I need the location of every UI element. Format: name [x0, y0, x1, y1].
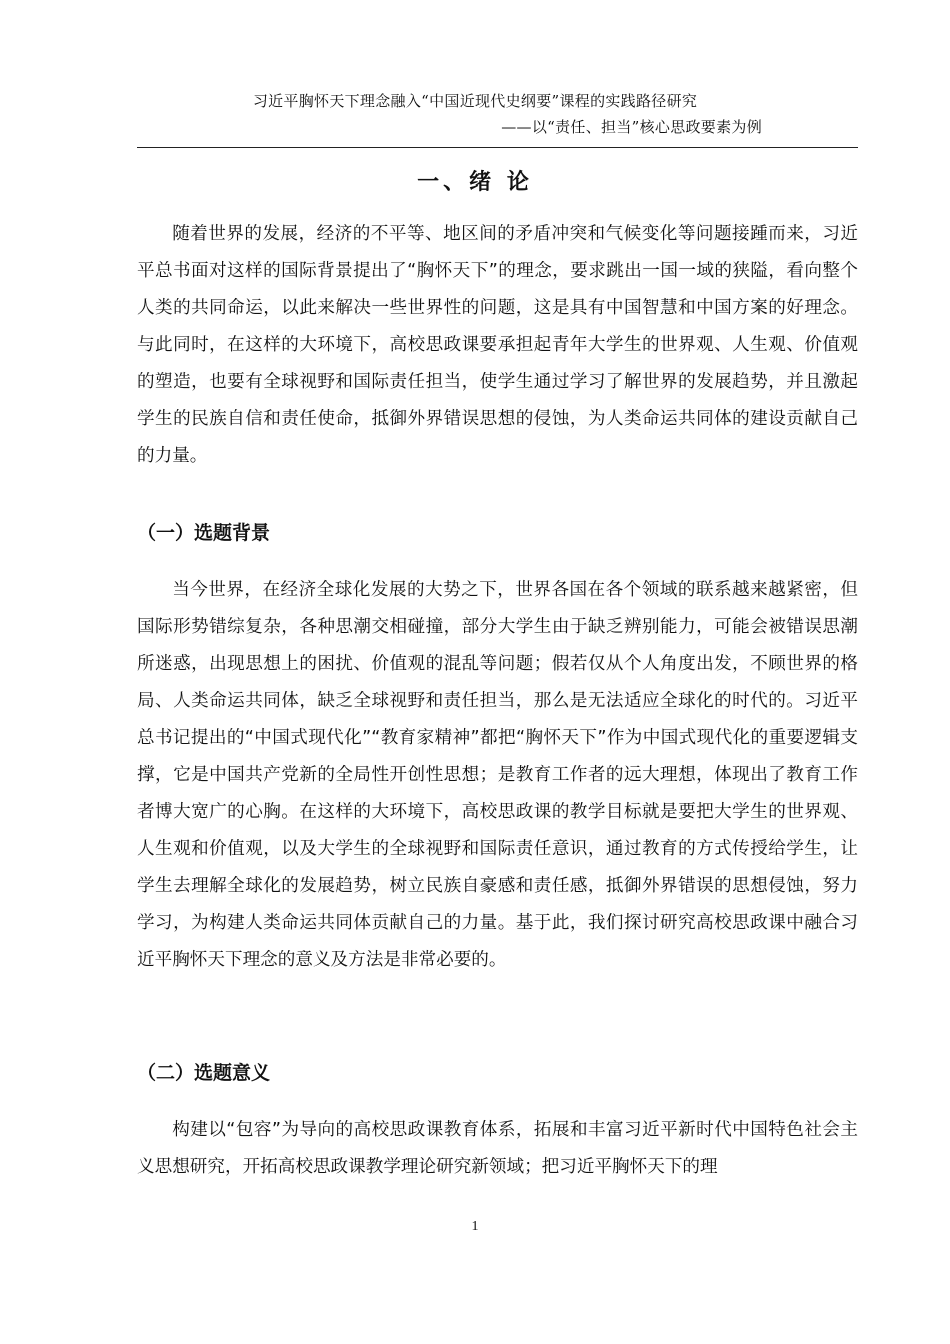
section-paragraph-background: 当今世界，在经济全球化发展的大势之下，世界各国在各个领域的联系越来越紧密，但国际形势错综复杂，各种思潮交相碰撞，部分大学生由于缺乏辨别能力，可能会被错误思潮所迷惑，出现思想上的困扰、价值观的混乱等问题；假若仅从个人角度出发，不顾世界的格局、人类命运共同体，缺乏全球视野和责任担当，那么是无法适应全球化的时代的。习近平总书记提出的“中国式现代化”“教育家精神”都把“胸怀天下”作为中国式现代化的重要逻辑支撑，它是中国共产党新的全局性开创性思想；是教育工作者的远大理想，体现出了教育工作者博大宽广的心胸。在这样的大环境下，高校思政课的教学目标就是要把大学生的世界观、人生观和价值观，以及大学生的全球视野和国际责任意识，通过教育的方式传授给学生，让学生去理解全球化的发展趋势，树立民族自豪感和责任感，抵御外界错误的思想侵蚀，努力学习，为构建人类命运共同体贡献自己的力量。基于此，我们探讨研究高校思政课中融合习近平胸怀天下理念的意义及方法是非常必要的。: [137, 580, 858, 970]
intro-paragraph: 随着世界的发展，经济的不平等、地区间的矛盾冲突和气候变化等问题接踵而来，习近平总书面对这样的国际背景提出了“胸怀天下”的理念，要求跳出一国一域的狭隘，看向整个人类的共同命运，以此来解决一些世界性的问题，这是具有中国智慧和中国方案的好理念。与此同时，在这样的大环境下，高校思政课要承担起青年大学生的世界观、人生观、价值观的塑造，也要有全球视野和国际责任担当，使学生通过学习了解世界的发展趋势，并且激起学生的民族自信和责任使命，抵御外界错误思想的侵蚀，为人类命运共同体的建设贡献自己的力量。: [137, 224, 858, 466]
page-number: 1: [471, 1219, 479, 1234]
section-paragraph-significance: 构建以“包容”为导向的高校思政课教育体系，拓展和丰富习近平新时代中国特色社会主义思想研究，开拓高校思政课教学理论研究新领域；把习近平胸怀天下的理: [137, 1120, 858, 1177]
section-title-background: （一）选题背景: [137, 522, 271, 544]
chapter-title: 一、绪 论: [417, 170, 533, 195]
header-divider: [137, 147, 858, 148]
running-header-title: 习近平胸怀天下理念融入“中国近现代史纲要”课程的实践路径研究: [252, 92, 698, 110]
running-header-subtitle: ——以“责任、担当”核心思政要素为例: [501, 118, 762, 136]
section-title-significance: （二）选题意义: [137, 1062, 271, 1084]
